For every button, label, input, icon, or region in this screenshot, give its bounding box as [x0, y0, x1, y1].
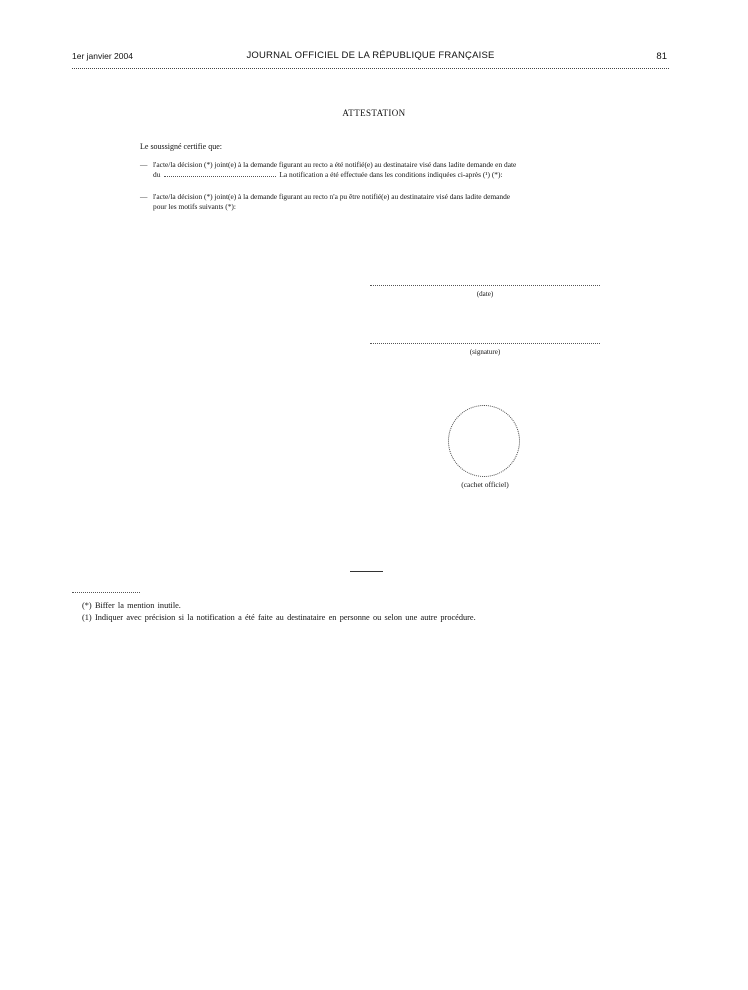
intro-text: Le soussigné certifie que:	[140, 142, 222, 151]
header-rule	[72, 68, 669, 69]
attestation-item-notified	[140, 160, 610, 180]
item-line-2-prefix: du	[153, 170, 161, 179]
official-stamp-circle	[448, 405, 520, 477]
attestation-item-not-notified	[140, 192, 610, 212]
date-line	[370, 285, 600, 286]
signature-label: (signature)	[469, 348, 501, 356]
signature-line	[370, 343, 600, 344]
document-title: ATTESTATION	[342, 108, 406, 118]
footnote: (*) Biffer la mention inutile.	[82, 601, 181, 610]
end-mark	[350, 571, 383, 572]
date-label: (date)	[476, 290, 494, 298]
footnote: (1) Indiquer avec précision si la notification a été faite au destinataire en personne ou selon une autre procédure.	[82, 612, 476, 622]
page-header	[72, 50, 669, 72]
item-line-2	[153, 170, 610, 180]
item-dash: —	[140, 160, 148, 169]
stamp-label: (cachet officiel)	[461, 480, 509, 489]
item-line: l'acte/la décision (*) joint(e) à la demande figurant au recto a été notifié(e) au destinataire visé dans ladite demande en date	[153, 160, 517, 169]
item-line-2-suffix: La notification a été effectuée dans les conditions indiquées ci-après (¹) (*):	[279, 170, 503, 179]
footnotes	[82, 600, 476, 623]
date-blank	[164, 170, 276, 177]
item-line: l'acte/la décision (*) joint(e) à la demande figurant au recto n'a pu être notifié(e) au destinataire visé dans ladite demande	[153, 192, 511, 201]
item-dash: —	[140, 192, 148, 201]
page-number: 81	[656, 51, 667, 62]
journal-title: JOURNAL OFFICIEL DE LA RÉPUBLIQUE FRANÇAISE	[246, 50, 495, 61]
footnote-rule	[72, 592, 140, 593]
item-line-2: pour les motifs suivants (*):	[153, 202, 236, 211]
header-date: 1er janvier 2004	[72, 51, 133, 61]
